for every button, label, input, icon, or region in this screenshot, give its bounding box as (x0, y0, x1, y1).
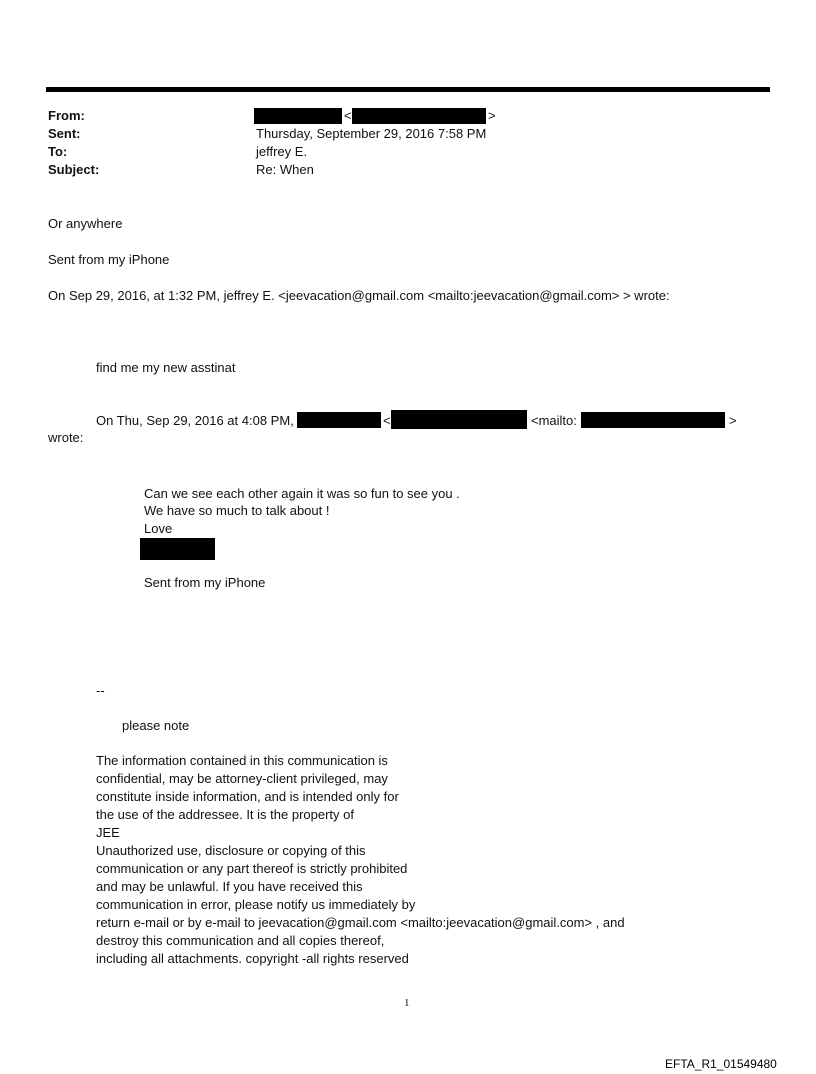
quote-lt: < (383, 413, 391, 428)
signature-note: please note (122, 718, 190, 733)
subject-label: Subject: (48, 162, 100, 177)
disclaimer-line: destroy this communication and all copies thereof, (96, 933, 385, 948)
subject-value: Re: When (256, 162, 314, 177)
quoted-signoff: Sent from my iPhone (144, 575, 266, 590)
disclaimer-line: including all attachments. copyright -all rights reserved (96, 951, 409, 966)
disclaimer-line: The information contained in this communication is (96, 753, 388, 768)
disclaimer-line: confidential, may be attorney-client privileged, may (96, 771, 388, 786)
quoted-line: Love (144, 521, 173, 536)
disclaimer-line: the use of the addressee. It is the property of (96, 807, 354, 822)
redaction-block (140, 538, 215, 560)
bates-number: EFTA_R1_01549480 (665, 1057, 777, 1071)
redaction-block (254, 108, 342, 124)
quote-gt: > (729, 413, 737, 428)
signature-dashes: -- (96, 683, 105, 698)
disclaimer-line: and may be unlawful. If you have received this (96, 879, 363, 894)
sent-value: Thursday, September 29, 2016 7:58 PM (256, 126, 487, 141)
redaction-block (352, 108, 486, 124)
body-line: Sent from my iPhone (48, 252, 170, 267)
from-gt: > (488, 108, 496, 123)
disclaimer-line: constitute inside information, and is intended only for (96, 789, 399, 804)
disclaimer-line: communication in error, please notify us immediately by (96, 897, 416, 912)
to-label: To: (48, 144, 68, 159)
header-rule (46, 87, 770, 92)
disclaimer-line: JEE (96, 825, 120, 840)
page-number: 1 (404, 997, 410, 1009)
quote-wrote: wrote: (48, 430, 84, 445)
disclaimer-line: communication or any part thereof is strictly prohibited (96, 861, 408, 876)
redaction-block (297, 412, 381, 428)
quote-intro: On Thu, Sep 29, 2016 at 4:08 PM, (96, 413, 294, 428)
from-label: From: (48, 108, 85, 123)
quote-intro: On Sep 29, 2016, at 1:32 PM, jeffrey E. <jeevacation@gmail.com <mailto:jeevacation@gmail.com> > wrote: (48, 288, 670, 303)
quoted-line: We have so much to talk about ! (144, 503, 330, 518)
to-value: jeffrey E. (256, 144, 308, 159)
disclaimer-line: return e-mail or by e-mail to jeevacation@gmail.com <mailto:jeevacation@gmail.com> , and (96, 915, 625, 930)
disclaimer-line: Unauthorized use, disclosure or copying of this (96, 843, 366, 858)
quoted-text: find me my new asstinat (96, 360, 236, 375)
redaction-block (581, 412, 725, 428)
body-line: Or anywhere (48, 216, 123, 231)
quoted-line: Can we see each other again it was so fun to see you . (144, 486, 460, 501)
sent-label: Sent: (48, 126, 81, 141)
redaction-block (391, 410, 527, 429)
quote-mailto: <mailto: (531, 413, 577, 428)
from-lt: < (344, 108, 352, 123)
